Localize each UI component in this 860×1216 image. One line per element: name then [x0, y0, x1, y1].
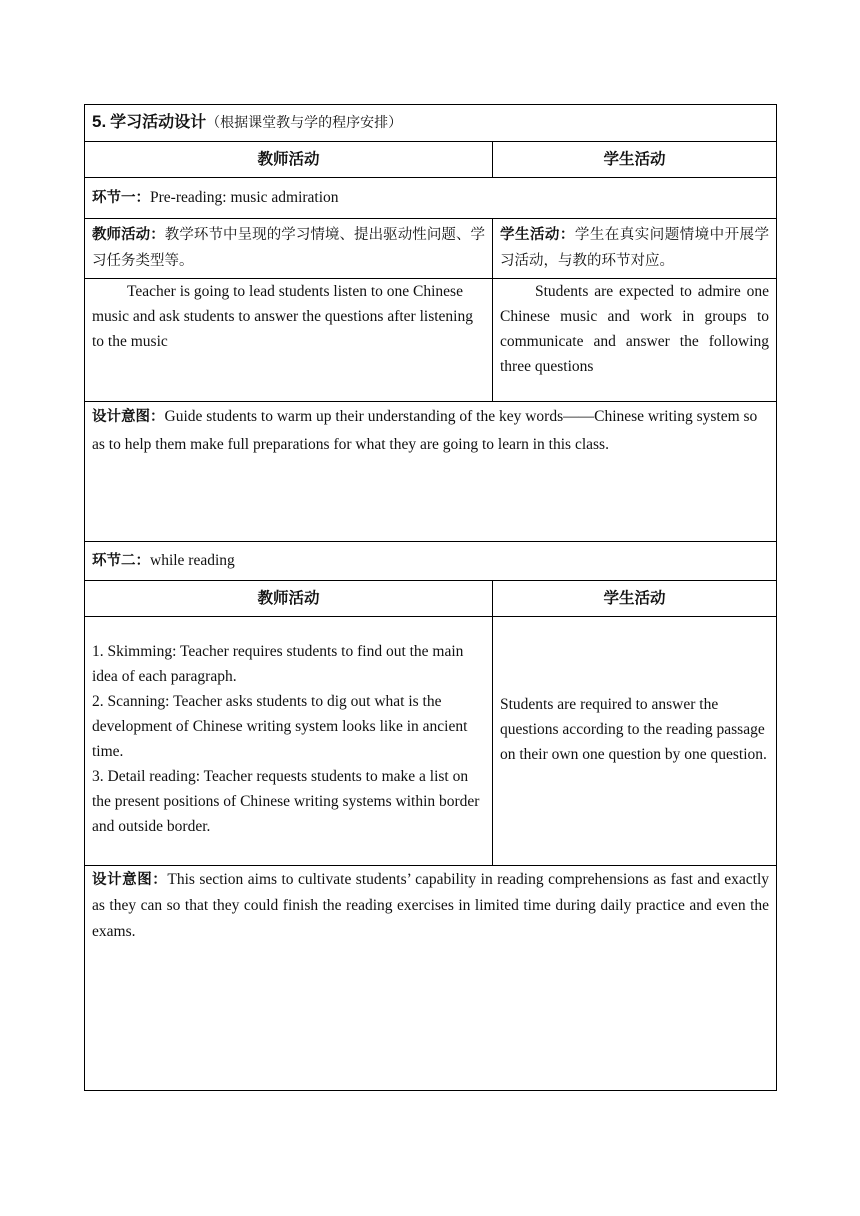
stage2-intent-row [85, 866, 777, 1091]
section-title-row [85, 105, 777, 142]
stage2-student-column-header: 学生活动 [493, 581, 777, 617]
stage2-intent-text: This section aims to cultivate students’ capability in reading comprehensions as fast and exactly as they can so that they could finish the reading exercises in limited time during daily practice and even the exams. [92, 871, 770, 940]
teacher-hint-cell [85, 219, 493, 279]
stage2-name: while reading [150, 552, 235, 569]
teacher-steps-list [92, 639, 485, 839]
teacher-step: 2. Scanning: Teacher asks students to dig out what is the development of Chinese writing system looks like in ancient time. [92, 693, 468, 760]
student-column-header: 学生活动 [493, 142, 777, 178]
stage2-intent-label: 设计意图： [92, 872, 168, 888]
stage1-intent-row [85, 402, 777, 542]
student-hint-label: 学生活动： [500, 227, 575, 243]
student-hint-cell [493, 219, 777, 279]
stage2-teacher-activity [85, 617, 493, 866]
stage2-teacher-column-header: 教师活动 [85, 581, 493, 617]
student-hint-text: 学生在真实问题情境中开展学习活动，与教的环节对应。 [500, 227, 770, 269]
stage1-label: 环节一： [92, 190, 150, 206]
teacher-column-header: 教师活动 [85, 142, 493, 178]
teacher-step: 3. Detail reading: Teacher requests students to make a list on the present positions of Chinese writing systems within border and outside border. [92, 768, 480, 835]
teacher-hint-text: 教学环节中呈现的学习情境、提出驱动性问题、学习任务类型等。 [92, 227, 486, 269]
section-number: 5. [92, 112, 107, 131]
stage1-hint-row [85, 219, 777, 279]
section-title: 学习活动设计 [110, 112, 207, 131]
stage2-column-header-row [85, 581, 777, 617]
activity-design-table [84, 104, 777, 1091]
stage1-student-activity: Students are expected to admire one Chinese music and work in groups to communicate and answer the following three questions [493, 279, 777, 402]
teacher-step: 1. Skimming: Teacher requires students to find out the main idea of each paragraph. [92, 643, 464, 685]
column-header-row [85, 142, 777, 178]
stage1-name: Pre-reading: music admiration [150, 189, 339, 206]
stage2-activity-row [85, 617, 777, 866]
teacher-hint-label: 教师活动： [92, 227, 165, 243]
stage1-activity-row [85, 279, 777, 402]
stage1-intent-text: Guide students to warm up their understanding of the key words——Chinese writing system so as to help them make full preparations for what they are going to learn in this class. [92, 408, 758, 453]
stage2-student-activity: Students are required to answer the questions according to the reading passage on their own one question by one question. [493, 617, 777, 866]
stage1-row [85, 178, 777, 219]
stage1-teacher-activity: Teacher is going to lead students listen to one Chinese music and ask students to answer the questions after listening to the music [85, 279, 493, 402]
stage2-label: 环节二： [92, 553, 150, 569]
stage1-intent-label: 设计意图： [92, 409, 165, 425]
section-subtitle: （根据课堂教与学的程序安排） [206, 115, 403, 131]
stage2-row [85, 542, 777, 581]
